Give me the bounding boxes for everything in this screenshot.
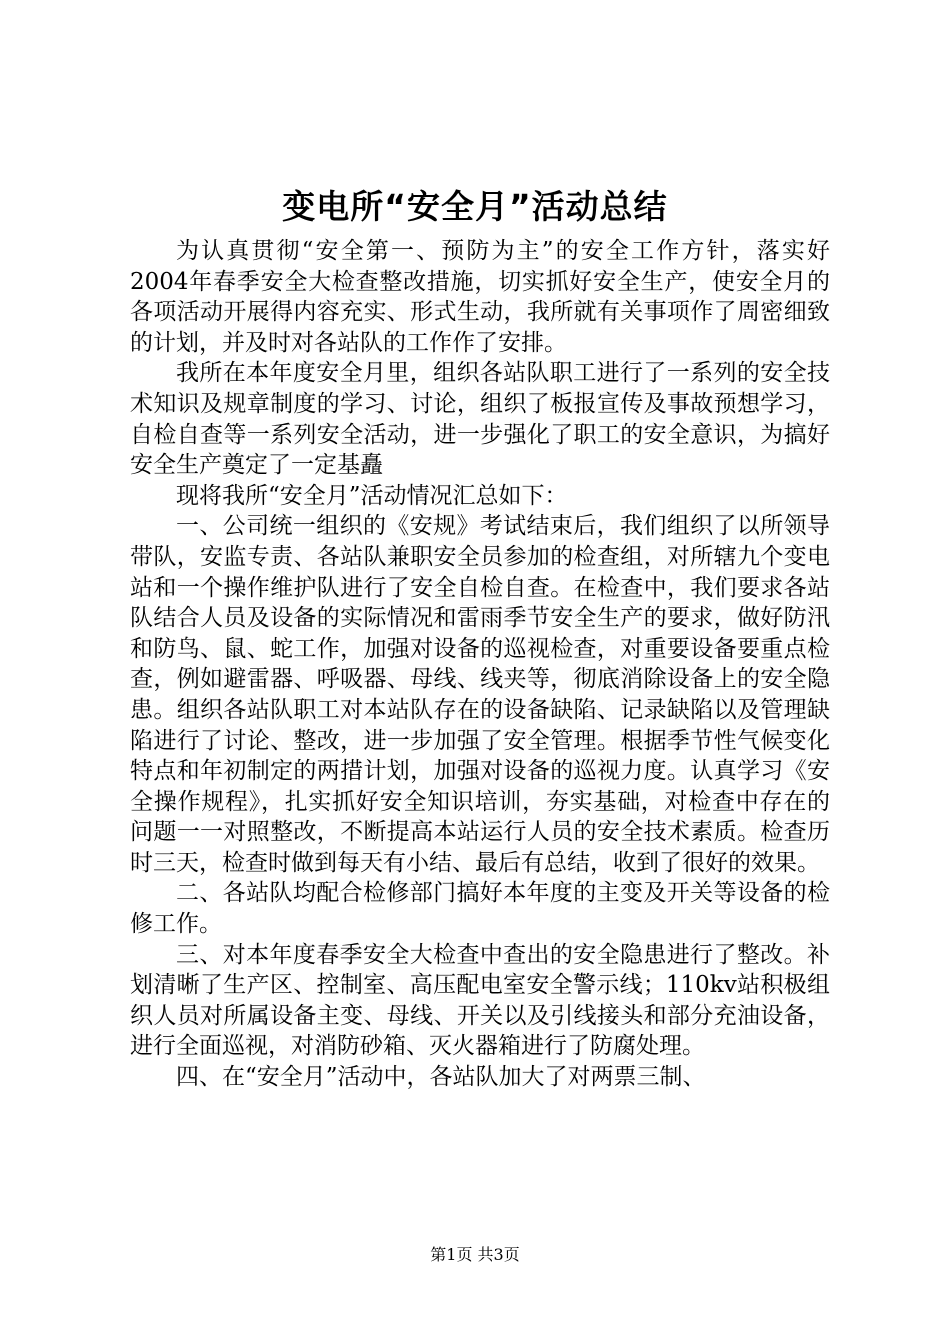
paragraph: 为认真贯彻“安全第一、预防为主”的安全工作方针，落实好2004年春季安全大检查整改措施，切实抓好安全生产，使安全月的各项活动开展得内容充实、形式生动，我所就有关事项作了周密细致的计划，并及时对各站队的工作作了安排。 <box>130 238 830 356</box>
paragraph: 二、各站队均配合检修部门搞好本年度的主变及开关等设备的检修工作。 <box>130 880 830 938</box>
page-footer: 第1页 共3页 <box>430 1245 520 1264</box>
document-title: 变电所“安全月”活动总结 <box>282 187 668 226</box>
paragraph: 三、对本年度春季安全大检查中查出的安全隐患进行了整改。补划清晰了生产区、控制室、高压配电室安全警示线；110kv站积极组织人员对所属设备主变、母线、开关以及引线接头和部分充油设备，进行全面巡视，对消防砂箱、灭火器箱进行了防腐处理。 <box>130 941 830 1060</box>
document-body <box>130 236 830 1093</box>
paragraph: 一、公司统一组织的《安规》考试结束后，我们组织了以所领导带队，安监专责、各站队兼职安全员参加的检查组，对所辖九个变电站和一个操作维护队进行了安全自检自查。在检查中，我们要求各站队结合人员及设备的实际情况和雷雨季节安全生产的要求，做好防汛和防鸟、鼠、蛇工作，加强对设备的巡视检查，对重要设备要重点检查，例如避雷器、呼吸器、母线、线夹等，彻底消除设备上的安全隐患。组织各站队职工对本站队存在的设备缺陷、记录缺陷以及管理缺陷进行了讨论、整改，进一步加强了安全管理。根据季节性气候变化特点和年初制定的两措计划，加强对设备的巡视力度。认真学习《安全操作规程》，扎实抓好安全知识培训，夯实基础，对检查中存在的问题一一对照整改，不断提高本站运行人员的安全技术素质。检查历时三天，检查时做到每天有小结、最后有总结，收到了很好的效果。 <box>130 513 830 876</box>
paragraph: 我所在本年度安全月里，组织各站队职工进行了一系列的安全技术知识及规章制度的学习、讨论，组织了板报宣传及事故预想学习，自检自查等一系列安全活动，进一步强化了职工的安全意识，为搞好安全生产奠定了一定基矗 <box>130 360 830 479</box>
paragraph: 现将我所“安全月”活动情况汇总如下： <box>176 482 568 509</box>
paragraph: 四、在“安全月”活动中，各站队加大了对两票三制、 <box>176 1064 706 1091</box>
